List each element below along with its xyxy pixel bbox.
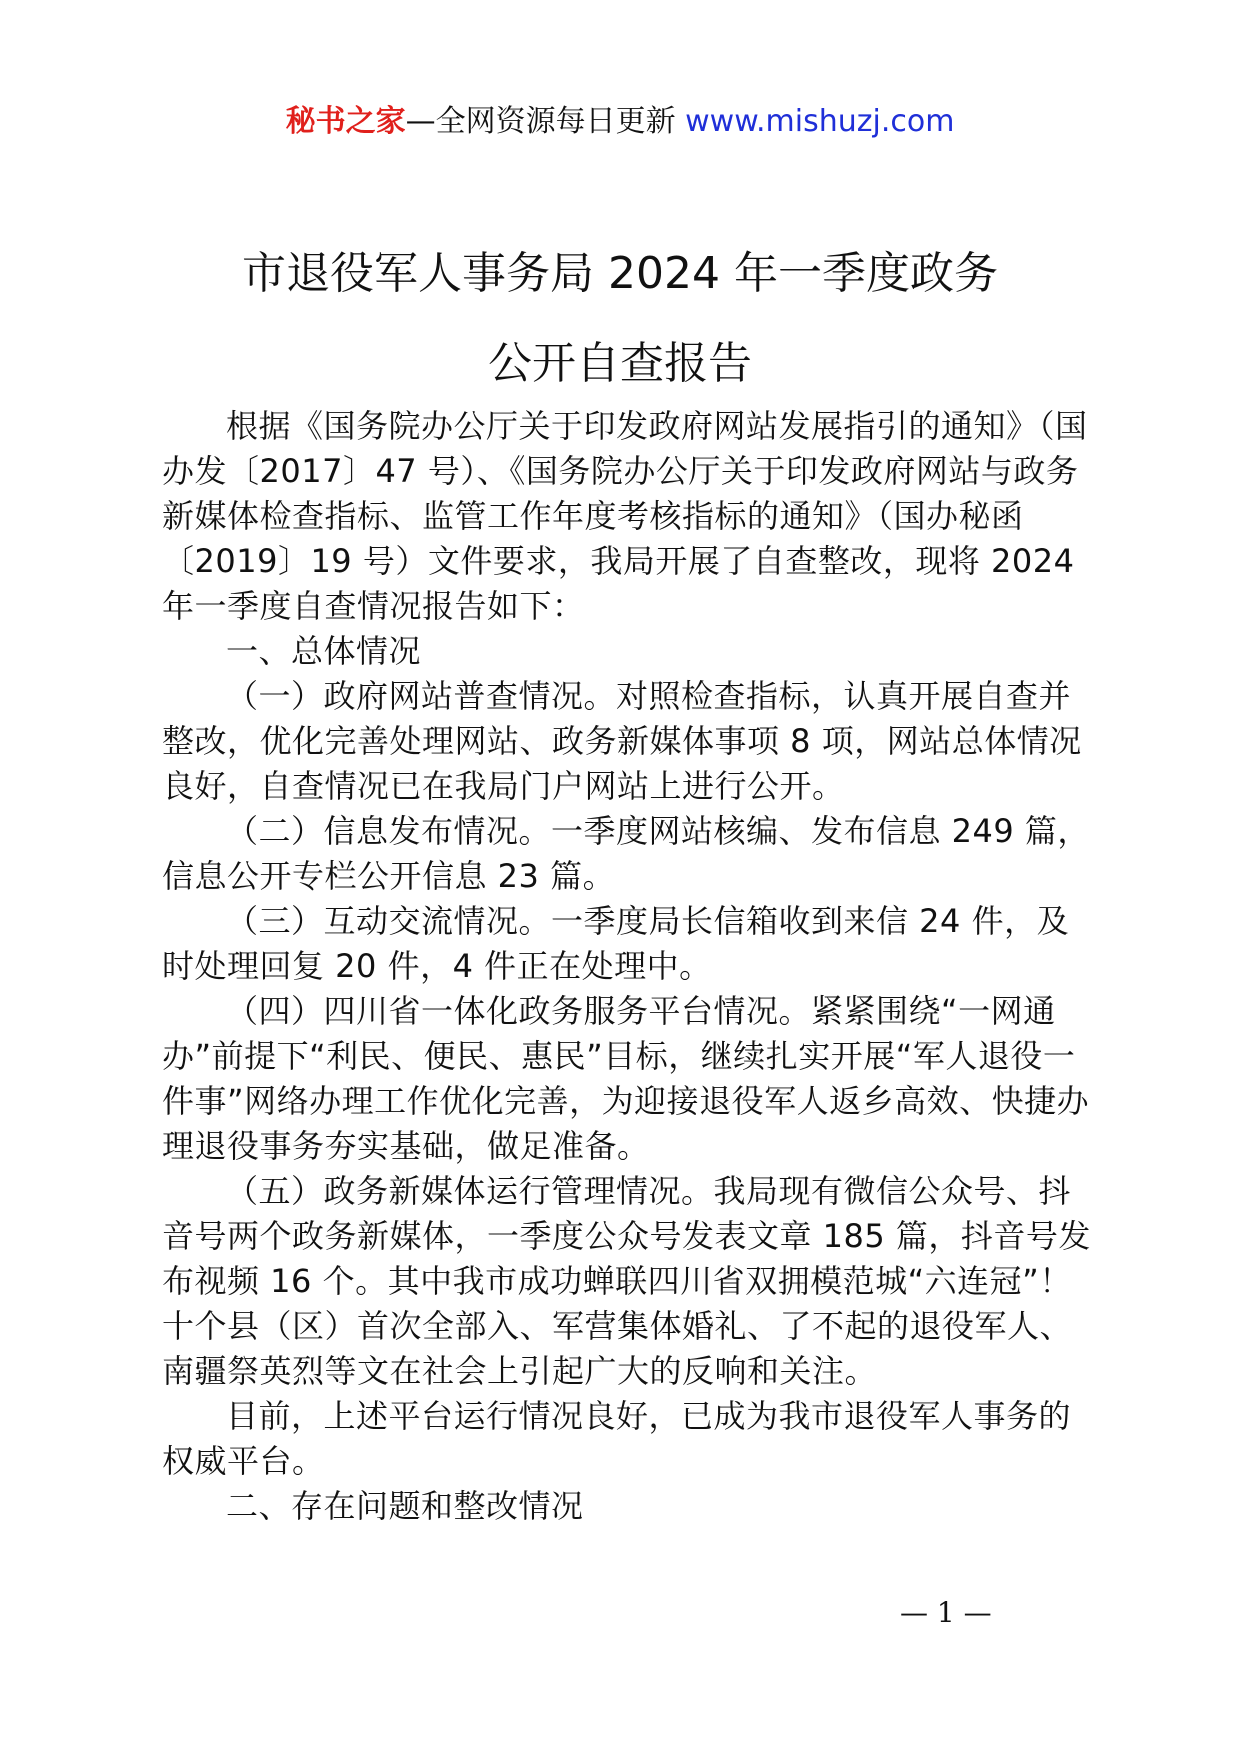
document-body xyxy=(162,404,1092,1529)
paragraph-intro: 根据《国务院办公厅关于印发政府网站发展指引的通知》（国办发〔2017〕47 号）、《国务院办公厅关于印发政府网站与政务新媒体检查指标、监管工作年度考核指标的通知》（国办秘函〔2019〕19 号）文件要求，我局开展了自查整改，现将 2024 年一季度自查情况报告如下： xyxy=(162,407,1088,625)
brand-name: 秘书之家 xyxy=(285,104,406,139)
paragraph-info-release: （二）信息发布情况。一季度网站核编、发布信息 249 篇，信息公开专栏公开信息 23 篇。 xyxy=(162,812,1090,895)
document-title-line-1: 市退役军人事务局 2024 年一季度政务 xyxy=(242,248,998,299)
paragraph-summary: 目前，上述平台运行情况良好，已成为我市退役军人事务的权威平台。 xyxy=(162,1397,1072,1480)
section-heading-overall: 一、总体情况 xyxy=(226,632,422,670)
paragraph-interaction: （三）互动交流情况。一季度局长信箱收到来信 24 件，及时处理回复 20 件，4 件正在处理中。 xyxy=(162,902,1070,985)
page-number: — 1 — xyxy=(900,1596,992,1629)
paragraph-new-media: （五）政务新媒体运行管理情况。我局现有微信公众号、抖音号两个政务新媒体，一季度公众号发表文章 185 篇，抖音号发布视频 16 个。其中我市成功蝉联四川省双拥模范城“六连冠”！十个县（区）首次全部入、军营集体婚礼、了不起的退役军人、南疆祭英烈等文在社会上引起广大的反响和关注。 xyxy=(162,1172,1091,1390)
header-tagline: —全网资源每日更新 xyxy=(405,104,676,139)
section-heading-issues: 二、存在问题和整改情况 xyxy=(226,1487,584,1525)
paragraph-website-survey: （一）政府网站普查情况。对照检查指标，认真开展自查并整改，优化完善处理网站、政务新媒体事项 8 项，网站总体情况良好，自查情况已在我局门户网站上进行公开。 xyxy=(162,677,1082,805)
document-title-line-2: 公开自查报告 xyxy=(488,338,752,389)
site-header-banner xyxy=(0,102,1240,142)
paragraph-service-platform: （四）四川省一体化政务服务平台情况。紧紧围绕“一网通办”前提下“利民、便民、惠民”目标，继续扎实开展“军人退役一件事”网络办理工作优化完善，为迎接退役军人返乡高效、快捷办理退役事务夯实基础，做足准备。 xyxy=(162,992,1090,1165)
site-url-link[interactable]: www.mishuzj.com xyxy=(685,104,955,139)
